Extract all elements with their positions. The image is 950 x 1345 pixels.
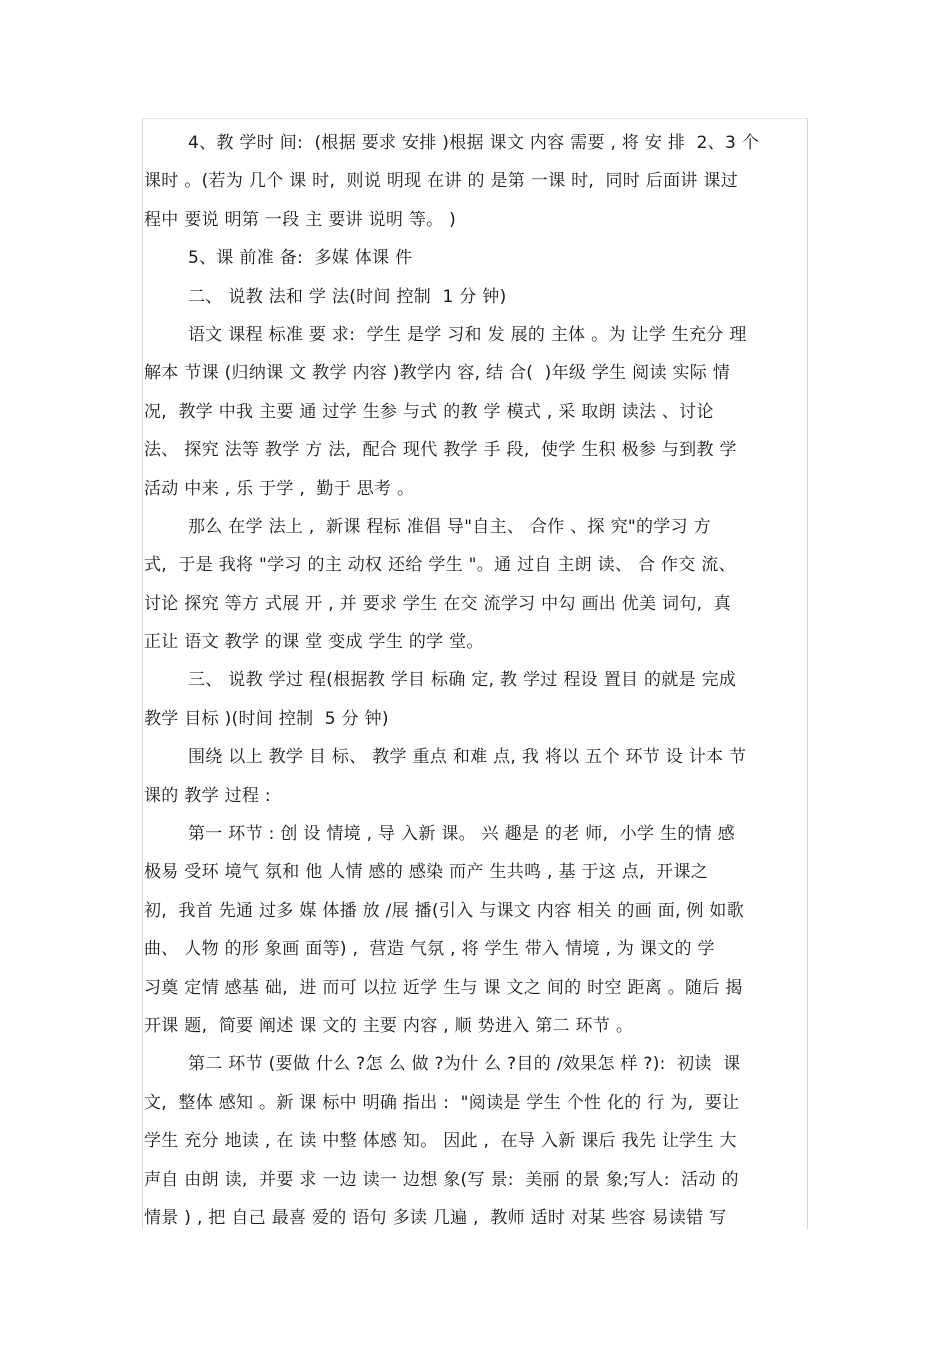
- text-line: 法、 探究 法等 教学 方 法, 配合 现代 教学 手 段, 使学 生积 极参 与到教 学: [144, 440, 737, 461]
- text-line: 极易 受环 境气 氛和 他 人情 感的 感染 而产 生共鸣 , 基 于这 点, 开课之: [144, 862, 709, 883]
- text-line: 课的 教学 过程 :: [144, 785, 271, 806]
- text-line: 围绕 以上 教学 目 标、 教学 重点 和难 点, 我 将以 五个 环节 设 计本 节: [188, 747, 747, 768]
- text-line: 教学 目标 )(时间 控制 5 分 钟): [144, 708, 389, 729]
- text-line: 文, 整体 感知 。新 课 标中 明确 指出 : "阅读是 学生 个性 化的 行 为, 要让: [144, 1092, 740, 1113]
- text-line: 4、教 学时 间: (根据 要求 安排 )根据 课文 内容 需要 , 将 安 排 2、3 个: [188, 133, 760, 153]
- text-line: 声自 由朗 读, 并要 求 一边 读一 边想 象(写 景: 美丽 的景 象;写人: 活动 的: [144, 1169, 739, 1190]
- text-line: 讨论 探究 等方 式展 开 , 并 要求 学生 在交 流学习 中勾 画出 优美 词句, 真: [144, 593, 732, 614]
- text-line: 课时 。(若为 几个 课 时, 则说 明现 在讲 的 是第 一课 时, 同时 后面讲 课过: [144, 171, 738, 192]
- text-line: 解本 节课 (归纳课 文 教学 内容 )教学内 容, 结 合( )年级 学生 阅读 实际 情: [144, 363, 731, 384]
- text-line: 式, 于是 我将 "学习 的主 动权 还给 学生 "。通 过自 主朗 读、 合 作交 流、: [144, 555, 736, 576]
- text-line: 开课 题, 简要 阐述 课 文的 主要 内容 , 顺 势进入 第二 环节 。: [144, 1015, 634, 1036]
- text-line: 习奠 定情 感基 础, 进 而可 以拉 近学 生与 课 文之 间的 时空 距离 。随后 揭: [144, 977, 743, 998]
- text-line: 二、 说教 法和 学 法(时间 控制 1 分 钟): [188, 286, 507, 307]
- text-line: 曲、 人物 的形 象画 面等) , 营造 气氛 , 将 学生 带入 情境 , 为 课文的 学: [144, 939, 715, 960]
- text-line: 活动 中来 , 乐 于学 , 勤于 思考 。: [144, 478, 415, 499]
- text-line: 情景 ) , 把 自己 最喜 爱的 语句 多读 几遍 , 教师 适时 对某 些容 易读错 写: [144, 1207, 727, 1228]
- text-line: 学生 充分 地读 , 在 读 中整 体感 知。 因此 , 在导 入新 课后 我先 让学生 大: [144, 1131, 737, 1152]
- text-line: 语文 课程 标准 要 求: 学生 是学 习和 发 展的 主体 。为 让学 生充分 理: [188, 324, 747, 345]
- text-line: 第一 环节 : 创 设 情境 , 导 入新 课。 兴 趣是 的老 师, 小学 生的情 感: [188, 824, 735, 845]
- text-line: 初, 我首 先通 过多 媒 体播 放 /展 播(引入 与课文 内容 相关 的画 面, 例 如歌: [144, 900, 745, 921]
- text-line: 三、 说教 学过 程(根据教 学目 标确 定, 教 学过 程设 置目 的就是 完成: [188, 670, 737, 691]
- text-line: 5、课 前准 备: 多媒 体课 件: [188, 248, 413, 269]
- text-line: 正让 语文 教学 的课 堂 变成 学生 的学 堂。: [144, 632, 484, 653]
- text-line: 第二 环节 (要做 什么 ?怎 么 做 ?为什 么 ?目的 /效果怎 样 ?): 初读 课: [188, 1054, 741, 1075]
- text-line: 况, 教学 中我 主要 通 过学 生参 与式 的教 学 模式 , 采 取朗 读法 、讨论: [144, 401, 714, 422]
- text-line: 程中 要说 明第 一段 主 要讲 说明 等。 ): [144, 209, 457, 230]
- text-line: 那么 在学 法上 , 新课 程标 准倡 导"自主、 合作 、探 究"的学习 方: [188, 516, 711, 537]
- document-body: [144, 124, 804, 1237]
